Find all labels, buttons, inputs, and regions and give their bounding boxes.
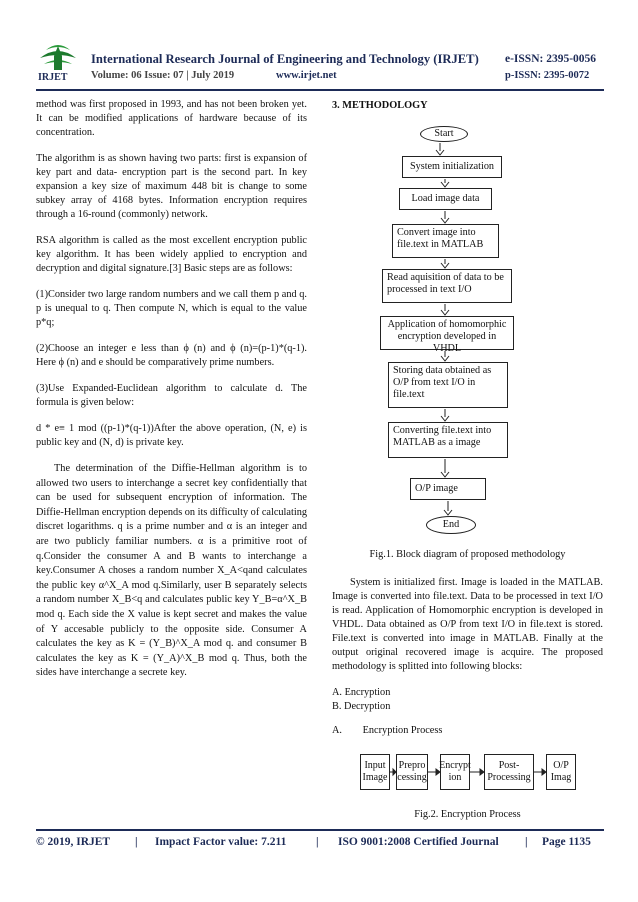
left-column: [36, 98, 307, 693]
flow-step: System initialization: [402, 156, 502, 178]
right-body: [332, 576, 603, 750]
logo-text: IRJET: [38, 72, 68, 83]
paragraph: method was first proposed in 1993, and has not been broken yet. It can be modified applications of hardware because of its concentration.: [36, 99, 307, 138]
website-link[interactable]: www.irjet.net: [276, 70, 337, 81]
flow-step: Storing data obtained as O/P from text I/O in file.text: [388, 362, 508, 408]
list-item: B. Decryption: [332, 701, 391, 712]
list-item: A. Encryption: [332, 687, 391, 698]
footer-iso: ISO 9001:2008 Certified Journal: [338, 836, 499, 848]
irjet-logo: [32, 42, 84, 86]
process-block: Input Image: [360, 754, 390, 790]
flow-step: Convert image into file.text in MATLAB: [392, 224, 499, 258]
paragraph: (2)Choose an integer e less than ϕ (n) and ϕ (n)=(p-1)*(q-1). Here ϕ (n) and e should be comparatively prime numbers.: [36, 343, 307, 368]
eissn: e-ISSN: 2395-0056: [505, 53, 597, 65]
footer-copyright: © 2019, IRJET: [36, 836, 111, 848]
paragraph: (1)Consider two large random numbers and we call them p and q. p is unequal to q. Then compute N, which is equal to the value p*q;: [36, 289, 307, 328]
paragraph: System is initialized first. Image is loaded in the MATLAB. Image is converted into file.text. Data to be processed in text I/O is read. Application of Homomorphic encryption is developed in VHDL. Data obtained as O/P from text I/O in file.text is stored. File.text is converted into image in MATLAB. Finally at the output original recovered image is acquire. The proposed methodology is splitted into following blocks:: [332, 577, 603, 672]
block-list: [332, 686, 603, 714]
footer-page: Page 1135: [542, 836, 591, 848]
process-block: O/P Imag: [546, 754, 576, 790]
paragraph: (3)Use Expanded-Euclidean algorithm to calculate d. The formula is given below:: [36, 383, 307, 408]
header-rule: [36, 89, 604, 91]
flow-step: O/P image: [410, 478, 486, 500]
paragraph: RSA algorithm is called as the most excellent encryption public key algorithm. It has been widely applied to encryption and decryption and digital signature.[3] Basic steps are as follows:: [36, 235, 307, 274]
flow-arrows: [370, 122, 550, 542]
footer-impact: Impact Factor value: 7.211: [155, 836, 287, 848]
process-block: Post-Processing: [484, 754, 534, 790]
section-heading: 3. METHODOLOGY: [332, 100, 428, 111]
flowchart: [370, 122, 550, 542]
footer-rule: [36, 829, 604, 831]
journal-title: International Research Journal of Engineering and Technology (IRJET): [91, 52, 479, 66]
encryption-process-diagram: [358, 754, 598, 792]
volume-issue: Volume: 06 Issue: 07 | July 2019: [91, 70, 235, 81]
flow-start: Start: [420, 126, 468, 142]
flow-step: Read aquisition of data to be processed in text I/O: [382, 269, 512, 303]
subsection-heading: A. Encryption Process: [332, 725, 443, 736]
footer-sep: |: [135, 836, 138, 848]
flow-end: End: [426, 516, 476, 534]
paragraph: d * e≡ 1 mod ((p-1)*(q-1))After the above operation, (N, e) is public key and (N, d) is private key.: [36, 423, 307, 448]
process-block: Prepro cessing: [396, 754, 428, 790]
footer-sep: |: [525, 836, 528, 848]
flow-step: Converting file.text into MATLAB as a image: [388, 422, 508, 458]
fig2-caption: Fig.2. Encryption Process: [414, 809, 521, 820]
footer-sep: |: [316, 836, 319, 848]
fig1-caption: Fig.1. Block diagram of proposed methodology: [369, 549, 566, 560]
process-block: Encrypt ion: [440, 754, 470, 790]
flow-step: Load image data: [399, 188, 492, 210]
pissn: p-ISSN: 2395-0072: [505, 70, 590, 81]
paragraph: The determination of the Diffie-Hellman algorithm is to allowed two users to interchange a secret key confidentially that can be used for subsequent encryption of information. The Diffie-Hellman encryption depends on its difficulty of calculating discret logarithms. q is a prime number and α is an integer and are two publicly familiar numbers. α is a primitive root of q.Consider the consumer A and B wants to interchange a key.Consumer A choses a random number X_A<qand calculates the public key α^X_A mod q.Similarly, user B separately selects a random number X_B<q and calculates public key Y_B=α^X_B mod q. Each side the X value is kept secret and makes the value of Y accesable publicly to the opposite side. Consumer A calculates the key as K = (Y_B)^X_A mod q. and consumer B calculates the key as K = (Y_A)^X_B mod q. Thus, both the sides have interchange a secrete key.: [36, 463, 307, 679]
paragraph: The algorithm is as shown having two parts: first is expansion of key part and data- encryption part is the second part. In key expansion a key size of maximum 448 bit is change to some subkey array of 4168 bytes. Information encryption requires through a 16-round (commonly) network.: [36, 153, 307, 220]
flow-step: Application of homomorphic encryption developed in VHDL: [380, 316, 514, 350]
process-arrows: [358, 754, 598, 792]
